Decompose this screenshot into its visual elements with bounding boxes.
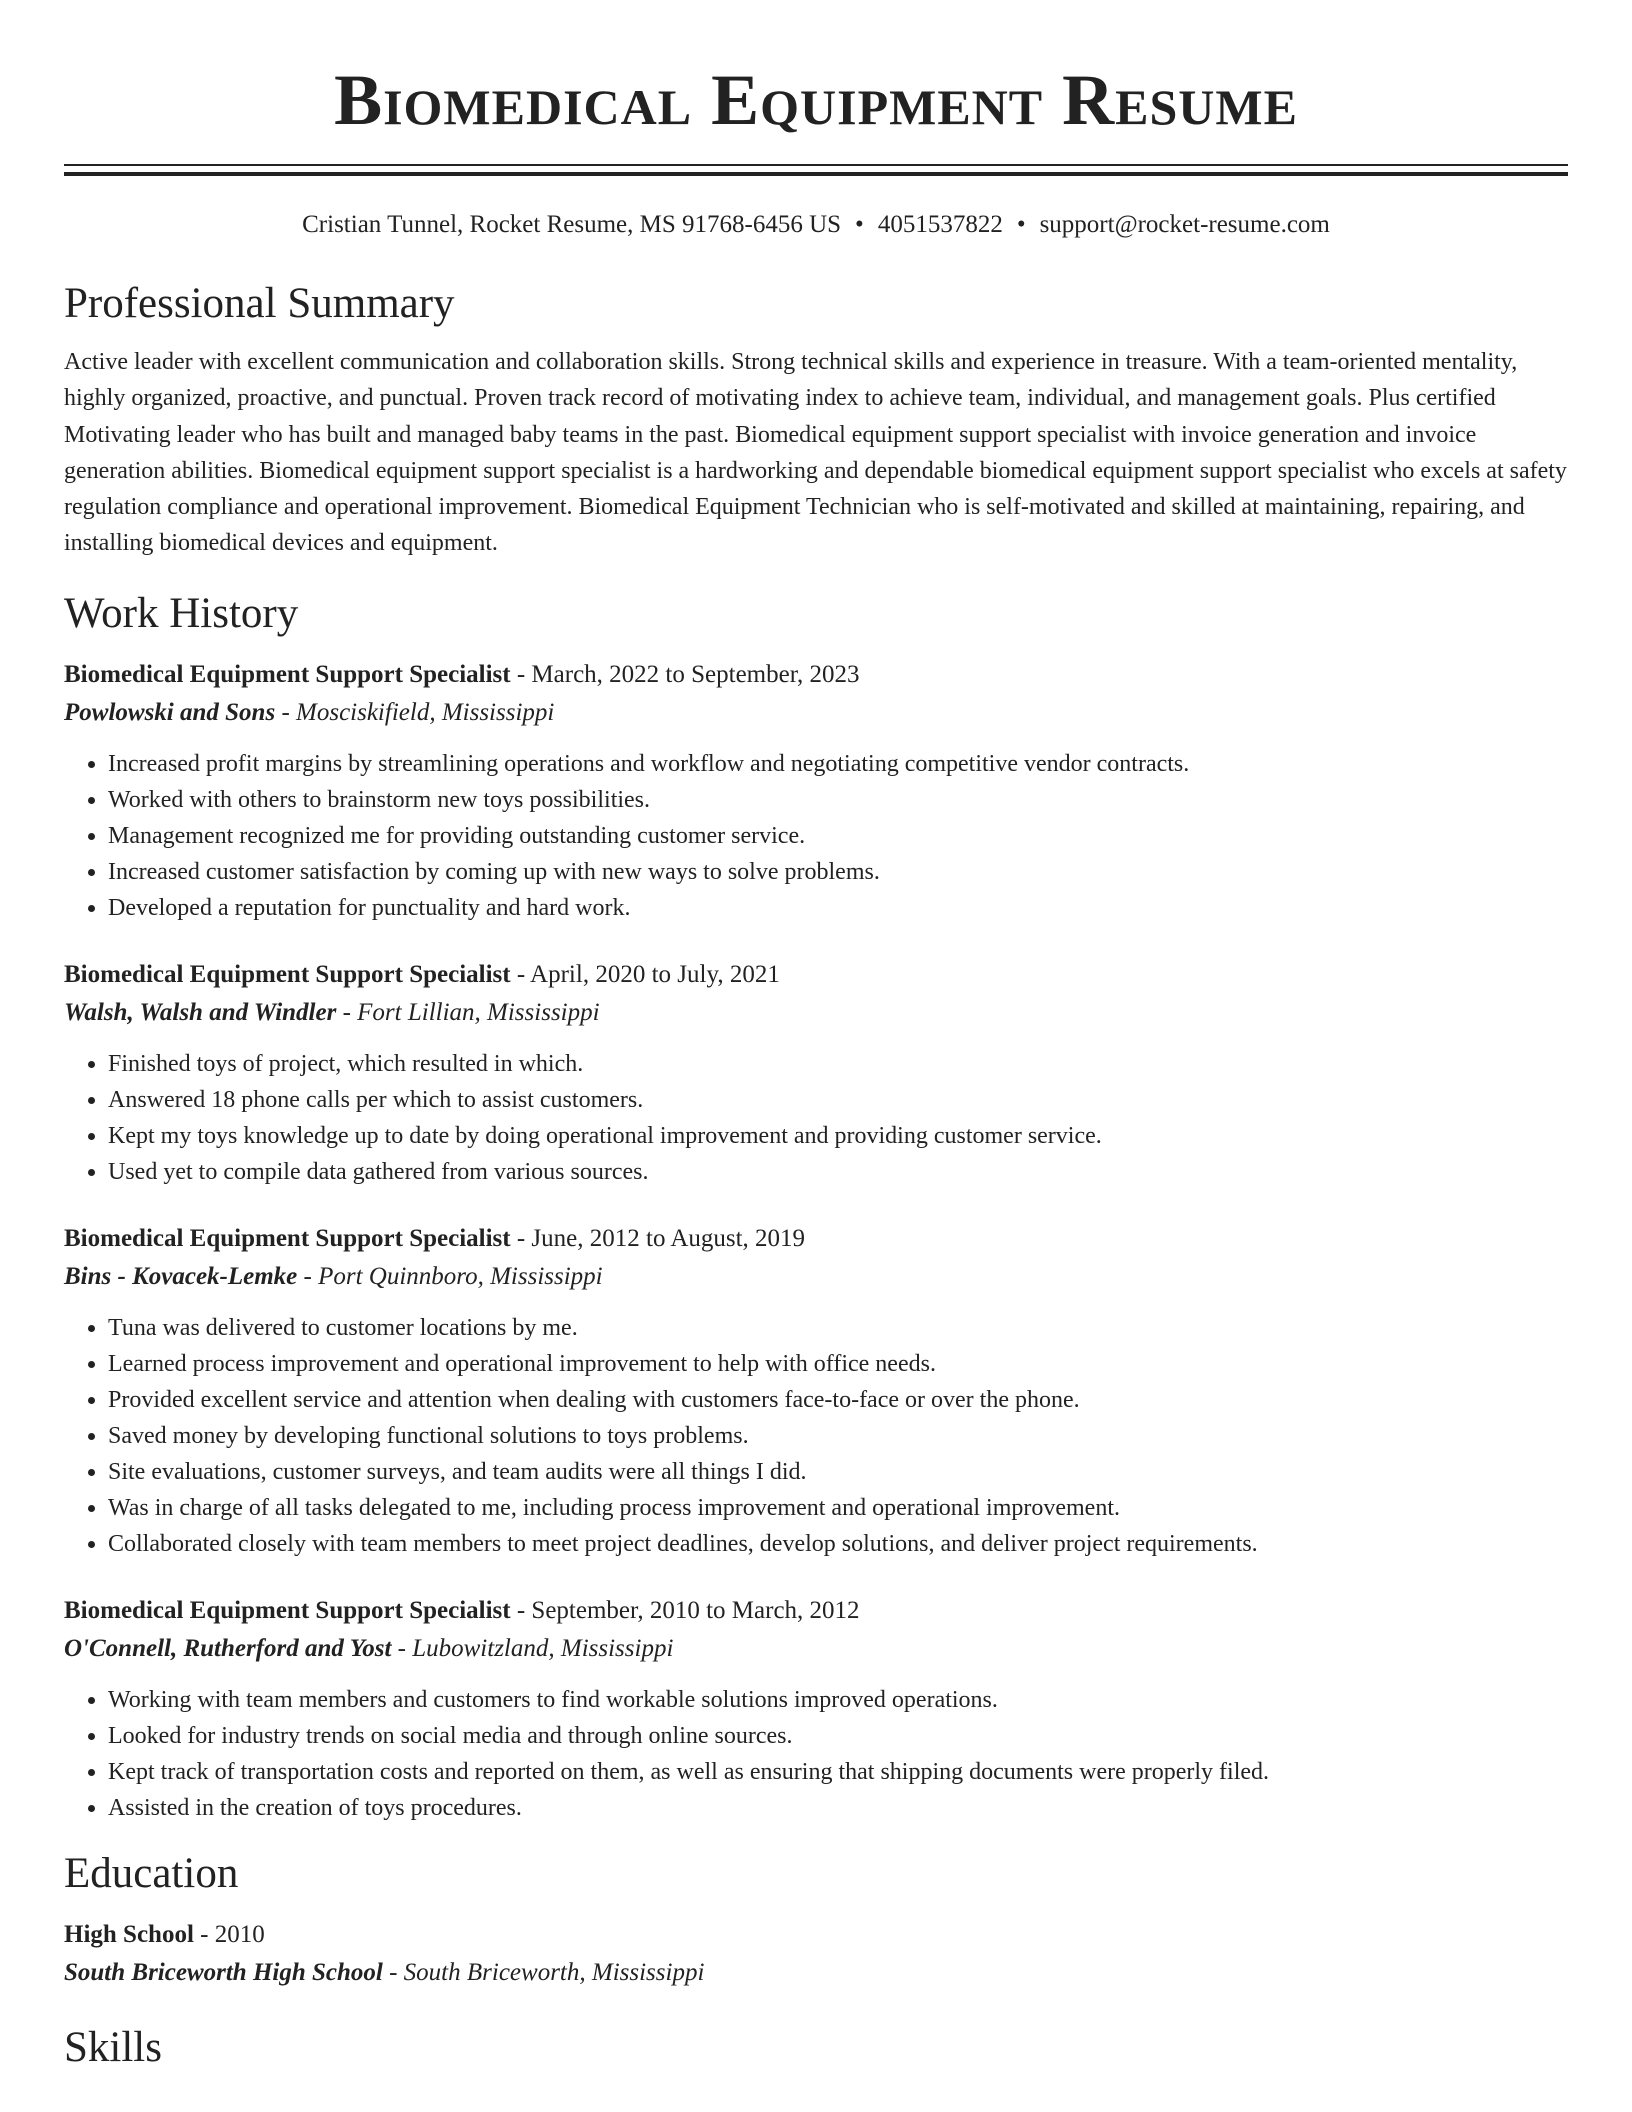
job-dates: - September, 2010 to March, 2012 [510, 1596, 860, 1624]
job-title-line [64, 1592, 1568, 1630]
job-company: Walsh, Walsh and Windler [64, 998, 337, 1026]
job-bullet: • Site evaluations, customer surveys, and team audits were all things I did. [108, 1454, 1568, 1490]
education-heading: Education [64, 1849, 239, 1897]
job-bullet: • Assisted in the creation of toys procedures. [108, 1790, 1568, 1826]
job-dates: - April, 2020 to July, 2021 [510, 960, 780, 988]
job-entry [64, 1220, 1568, 1562]
summary-text: Active leader with excellent communication and collaboration skills. Strong technical skills and experience in treasure. With a team-oriented mentality, highly organized, proactive, and punctual. Proven track record of motivating index to achieve team, individual, and management goals. Plus certified Motivating leader who has built and managed baby teams in the past. Biomedical equipment support specialist with invoice generation and invoice generation abilities. Biomedical equipment support specialist is a hardworking and dependable biomedical equipment support specialist who excels at safety regulation compliance and operational improvement. Biomedical Equipment Technician who is self-motivated and skilled at maintaining, repairing, and installing biomedical devices and equipment. [64, 349, 1567, 557]
job-bullet: • Collaborated closely with team members to meet project deadlines, develop solutions, and deliver project requirements. [108, 1526, 1568, 1562]
education-degree-line [64, 1916, 1568, 1954]
job-location: - Mosciskifield, Mississippi [275, 698, 555, 726]
contact-separator: • [855, 211, 864, 238]
resume-page [64, 0, 1568, 2074]
education-degree: High School [64, 1920, 194, 1948]
job-bullet: • Finished toys of project, which resulted in which. [108, 1046, 1568, 1082]
education-year: - 2010 [193, 1920, 265, 1948]
summary-heading: Professional Summary [64, 280, 455, 327]
job-company-line [64, 1258, 1568, 1296]
job-bullet: • Tuna was delivered to customer locations by me. [108, 1310, 1568, 1346]
job-role: Biomedical Equipment Support Specialist [64, 1596, 511, 1624]
title-rule-top [64, 164, 1568, 166]
job-location: - Fort Lillian, Mississippi [336, 998, 600, 1026]
education-location: - South Briceworth, Mississippi [382, 1958, 705, 1986]
job-bullet: • Developed a reputation for punctuality and hard work. [108, 890, 1568, 926]
job-bullet: • Kept my toys knowledge up to date by doing operational improvement and providing customer service. [108, 1118, 1568, 1154]
resume-title: Biomedical Equipment Resume [334, 60, 1298, 140]
job-bullet: • Provided excellent service and attention when dealing with customers face-to-face or over the phone. [108, 1382, 1568, 1418]
job-bullet: • Looked for industry trends on social media and through online sources. [108, 1718, 1568, 1754]
job-dates: - June, 2012 to August, 2019 [510, 1224, 806, 1252]
job-title-line [64, 1220, 1568, 1258]
job-company: O'Connell, Rutherford and Yost [64, 1634, 392, 1662]
job-role: Biomedical Equipment Support Specialist [64, 660, 511, 688]
education-school-line [64, 1954, 1568, 1992]
job-bullet: • Answered 18 phone calls per which to assist customers. [108, 1082, 1568, 1118]
job-role: Biomedical Equipment Support Specialist [64, 1224, 511, 1252]
job-company: Powlowski and Sons [64, 698, 276, 726]
contact-line [64, 210, 1568, 240]
job-title-line [64, 656, 1568, 694]
job-entry [64, 956, 1568, 1190]
job-company-line [64, 994, 1568, 1032]
contact-address: Cristian Tunnel, Rocket Resume, MS 91768-6456 US [302, 211, 842, 238]
job-bullet: • Working with team members and customers to find workable solutions improved operations. [108, 1682, 1568, 1718]
job-bullet: • Increased profit margins by streamlining operations and workflow and negotiating competitive vendor contracts. [108, 746, 1568, 782]
job-bullet: • Saved money by developing functional solutions to toys problems. [108, 1418, 1568, 1454]
job-entry [64, 656, 1568, 926]
job-location: - Lubowitzland, Mississippi [391, 1634, 674, 1662]
job-location: - Port Quinnboro, Mississippi [297, 1262, 603, 1290]
work-history-heading: Work History [64, 589, 299, 637]
job-dates: - March, 2022 to September, 2023 [510, 660, 860, 688]
title-rule-bottom [64, 172, 1568, 176]
job-bullet: • Learned process improvement and operational improvement to help with office needs. [108, 1346, 1568, 1382]
job-bullet: • Management recognized me for providing outstanding customer service. [108, 818, 1568, 854]
job-bullet-list [64, 1682, 1568, 1826]
job-bullet-list [64, 1310, 1568, 1562]
job-bullet-list [64, 746, 1568, 926]
contact-email: support@rocket-resume.com [1039, 211, 1330, 238]
job-company-line [64, 1630, 1568, 1668]
job-company-line [64, 694, 1568, 732]
job-bullet-list [64, 1046, 1568, 1190]
job-bullet: • Used yet to compile data gathered from various sources. [108, 1154, 1568, 1190]
education-school: South Briceworth High School [64, 1958, 383, 1986]
education-entry [64, 1916, 1568, 1992]
job-bullet: • Kept track of transportation costs and reported on them, as well as ensuring that shipping documents were properly filed. [108, 1754, 1568, 1790]
job-bullet: • Increased customer satisfaction by coming up with new ways to solve problems. [108, 854, 1568, 890]
contact-phone: 4051537822 [877, 211, 1003, 238]
job-company: Bins - Kovacek-Lemke [64, 1262, 298, 1290]
job-entry [64, 1592, 1568, 1826]
contact-separator: • [1016, 211, 1026, 238]
skills-heading: Skills [64, 2023, 162, 2071]
job-bullet: • Was in charge of all tasks delegated to me, including process improvement and operational improvement. [108, 1490, 1568, 1526]
job-title-line [64, 956, 1568, 994]
job-bullet: • Worked with others to brainstorm new toys possibilities. [108, 782, 1568, 818]
job-role: Biomedical Equipment Support Specialist [64, 960, 511, 988]
